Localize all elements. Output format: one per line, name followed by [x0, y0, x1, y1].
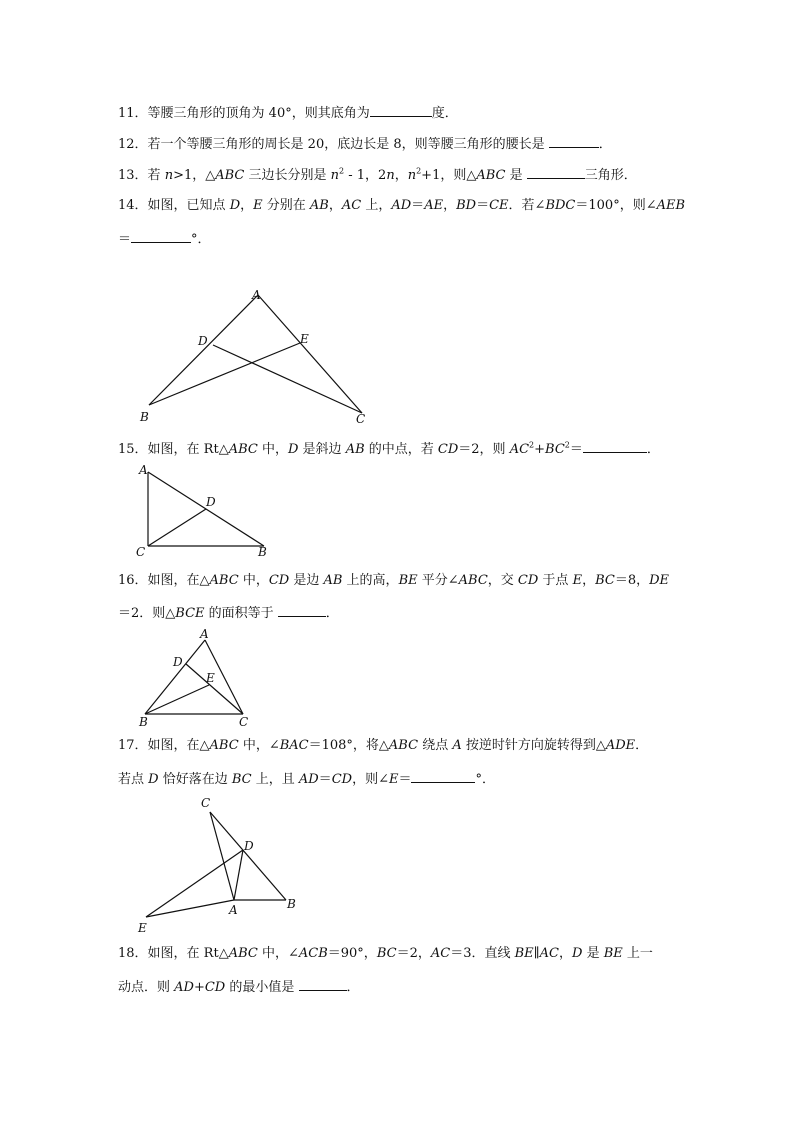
answer-blank[interactable] — [278, 604, 326, 617]
question-13 — [118, 166, 637, 184]
point-label-d: D — [198, 334, 208, 348]
figure-16 — [136, 628, 266, 732]
question-text: ， — [443, 198, 457, 213]
question-text: 如图，在△ — [147, 573, 210, 588]
math-var: BE — [398, 573, 418, 588]
point-label-e: E — [300, 332, 309, 346]
question-number: 15． — [118, 442, 148, 457]
question-text: 的最小值是 — [225, 980, 299, 995]
question-text: 中， — [238, 573, 269, 588]
math-var: E — [388, 772, 399, 787]
exponent: 2 — [529, 440, 535, 450]
segment-cd — [148, 509, 206, 546]
question-text: ＝ — [476, 198, 490, 213]
math-var: n — [330, 168, 340, 183]
question-text: ， — [328, 198, 342, 213]
math-var: n — [164, 168, 174, 183]
question-text: 上， — [361, 198, 392, 213]
question-16-line-1 — [118, 573, 669, 589]
point-label-b: B — [287, 897, 296, 911]
math-var: ADE — [605, 738, 636, 753]
question-text: ＝ — [318, 772, 332, 787]
question-text: ＝2，则 — [458, 442, 510, 457]
question-text: ＝8， — [614, 573, 650, 588]
question-text: 是边 — [289, 573, 324, 588]
question-text: ＝2．则△ — [118, 606, 176, 621]
question-text: 上，且 — [251, 772, 299, 787]
question-text: 若 — [147, 168, 165, 183]
math-var: BC — [545, 442, 565, 457]
question-text: ＝100°，则∠ — [575, 198, 657, 213]
point-label-d: D — [244, 839, 254, 853]
math-var: AD — [298, 772, 319, 787]
math-var: ABC — [458, 573, 488, 588]
point-label-c: C — [239, 715, 249, 729]
math-var: CD — [331, 772, 353, 787]
answer-blank[interactable] — [583, 440, 647, 453]
question-text: ．若∠ — [508, 198, 546, 213]
exponent: 2 — [564, 440, 570, 450]
question-text: + — [534, 442, 546, 457]
question-number: 12． — [118, 137, 148, 152]
question-text: 上的高， — [342, 573, 399, 588]
point-label-a: A — [252, 288, 261, 302]
math-var: AD — [391, 198, 412, 213]
math-var: ACB — [298, 946, 328, 961]
question-text: 中，∠ — [238, 738, 280, 753]
math-var: ABC — [476, 168, 506, 183]
math-var: E — [253, 198, 263, 213]
math-var: D — [229, 198, 241, 213]
math-var: CD — [268, 573, 290, 588]
question-text: 如图，在 Rt△ — [147, 442, 229, 457]
math-var: E — [572, 573, 583, 588]
math-var: CD — [437, 442, 459, 457]
point-label-c: C — [201, 796, 211, 810]
point-label-a: A — [139, 463, 148, 477]
question-text: ＝ — [569, 442, 583, 457]
question-text: ， — [559, 946, 573, 961]
question-text: +1，则△ — [421, 168, 477, 183]
question-text: ， — [394, 168, 408, 183]
question-16-line-2 — [118, 604, 339, 622]
question-text: 动点．则 — [118, 980, 175, 995]
question-text: ＝ — [118, 232, 132, 247]
math-var: D — [148, 772, 159, 787]
point-label-b: B — [140, 410, 149, 424]
question-text: ． — [346, 980, 360, 995]
question-text: ＝3．直线 — [450, 946, 515, 961]
question-text: ＝ — [398, 772, 412, 787]
question-text: 是 — [582, 946, 604, 961]
segment-ab — [145, 640, 205, 714]
question-text: 若一个等腰三角形的周长是 20，底边长是 8，则等腰三角形的腰长是 — [147, 137, 549, 152]
question-14-line-1 — [118, 198, 685, 214]
point-label-c: C — [356, 412, 366, 426]
math-var: CD — [204, 980, 226, 995]
question-text: - 1，2 — [344, 168, 387, 183]
figure-15 — [136, 462, 286, 562]
question-text: ． — [598, 137, 612, 152]
question-text: 的面积等于 — [204, 606, 278, 621]
math-var: ABC — [228, 442, 258, 457]
point-label-b: B — [139, 715, 148, 729]
question-text: 是 — [505, 168, 527, 183]
question-text: 度． — [431, 106, 458, 121]
question-text: + — [193, 980, 205, 995]
question-text: 若点 — [118, 772, 149, 787]
question-text: 绕点 — [418, 738, 453, 753]
question-text: 按逆时针方向旋转得到△ — [461, 738, 606, 753]
question-text: ． — [325, 606, 339, 621]
math-var: AC — [341, 198, 362, 213]
question-number: 14． — [118, 198, 148, 213]
segment-ab — [149, 295, 258, 405]
point-label-d: D — [206, 495, 216, 509]
math-var: AC — [509, 442, 530, 457]
math-var: BC — [231, 772, 252, 787]
question-text: 如图，在 Rt△ — [147, 946, 229, 961]
math-var: ABC — [209, 738, 239, 753]
math-var: BDC — [545, 198, 576, 213]
answer-blank[interactable] — [299, 978, 347, 991]
question-text: 分别在 — [262, 198, 310, 213]
question-15 — [118, 440, 660, 458]
math-var: AB — [345, 442, 365, 457]
math-var: D — [572, 946, 583, 961]
point-label-e: E — [138, 921, 147, 935]
question-text: ＝ — [411, 198, 425, 213]
question-text: ， — [240, 198, 254, 213]
question-text: ＝108°，将△ — [308, 738, 389, 753]
question-text: ，交 — [487, 573, 518, 588]
answer-blank[interactable] — [411, 770, 475, 783]
math-var: DE — [649, 573, 670, 588]
math-var: BAC — [279, 738, 309, 753]
question-text: 如图，在△ — [147, 738, 210, 753]
question-text: 上一 — [622, 946, 653, 961]
answer-blank[interactable] — [370, 104, 432, 117]
math-var: ABC — [388, 738, 419, 753]
point-label-b: B — [258, 545, 267, 559]
question-18-line-2 — [118, 978, 360, 996]
segment-dc — [213, 345, 362, 413]
point-label-d: D — [173, 655, 183, 669]
math-var: BE — [514, 946, 534, 961]
point-label-c: C — [136, 545, 146, 559]
math-var: ABC — [215, 168, 245, 183]
question-text: ． — [646, 442, 660, 457]
segment-be — [145, 685, 209, 714]
math-var: BE — [603, 946, 623, 961]
question-text: ． — [635, 738, 649, 753]
question-text: 三角形． — [584, 168, 637, 183]
question-text: ∥ — [533, 946, 540, 961]
question-text: ， — [582, 573, 596, 588]
question-14-line-2 — [118, 230, 211, 248]
math-var: AB — [323, 573, 343, 588]
math-var: AC — [430, 946, 451, 961]
answer-blank[interactable] — [527, 166, 585, 179]
question-text: ＝90°， — [327, 946, 377, 961]
exponent: 2 — [339, 166, 345, 176]
question-text: ，则∠ — [352, 772, 389, 787]
question-text: °． — [191, 232, 211, 247]
exponent: 2 — [416, 166, 422, 176]
math-var: n — [386, 168, 395, 183]
question-text: 恰好落在边 — [158, 772, 232, 787]
figure-17 — [134, 792, 314, 942]
figure-14 — [140, 285, 380, 425]
question-number: 13． — [118, 168, 148, 183]
question-text: ＝2， — [396, 946, 431, 961]
segment-ad — [234, 850, 243, 900]
answer-blank[interactable] — [549, 135, 599, 148]
math-var: AC — [539, 946, 559, 961]
question-18-line-1 — [118, 946, 653, 962]
answer-blank[interactable] — [131, 230, 191, 243]
question-text: 的中点，若 — [364, 442, 438, 457]
math-var: BC — [376, 946, 397, 961]
question-text: 三边长分别是 — [244, 168, 331, 183]
question-text: >1，△ — [173, 168, 216, 183]
question-17-line-2 — [118, 770, 495, 788]
question-text: 等腰三角形的顶角为 40°，则其底角为 — [147, 106, 370, 121]
math-var: BD — [456, 198, 477, 213]
math-var: CD — [517, 573, 539, 588]
math-var: ABC — [228, 946, 258, 961]
math-var: AD — [174, 980, 194, 995]
question-text: 中，∠ — [257, 946, 299, 961]
question-number: 17． — [118, 738, 148, 753]
math-var: AE — [424, 198, 444, 213]
question-17-line-1 — [118, 738, 648, 754]
point-label-a: A — [229, 903, 238, 917]
math-var: n — [407, 168, 417, 183]
math-var: BC — [595, 573, 615, 588]
question-text: 是斜边 — [298, 442, 346, 457]
point-label-e: E — [206, 671, 215, 685]
point-label-a: A — [200, 627, 209, 641]
question-11 — [118, 104, 458, 122]
question-number: 18． — [118, 946, 148, 961]
math-var: AEB — [656, 198, 686, 213]
question-text: °． — [475, 772, 495, 787]
question-text: 于点 — [538, 573, 573, 588]
question-text: 中， — [257, 442, 288, 457]
question-text: 平分∠ — [417, 573, 459, 588]
question-12 — [118, 135, 612, 153]
question-text: 如图，已知点 — [147, 198, 230, 213]
math-var: D — [287, 442, 299, 457]
math-var: ABC — [209, 573, 239, 588]
math-var: CE — [489, 198, 509, 213]
math-var: AB — [309, 198, 329, 213]
question-number: 16． — [118, 573, 148, 588]
math-var: A — [452, 738, 462, 753]
question-number: 11． — [118, 106, 148, 121]
math-var: BCE — [175, 606, 205, 621]
